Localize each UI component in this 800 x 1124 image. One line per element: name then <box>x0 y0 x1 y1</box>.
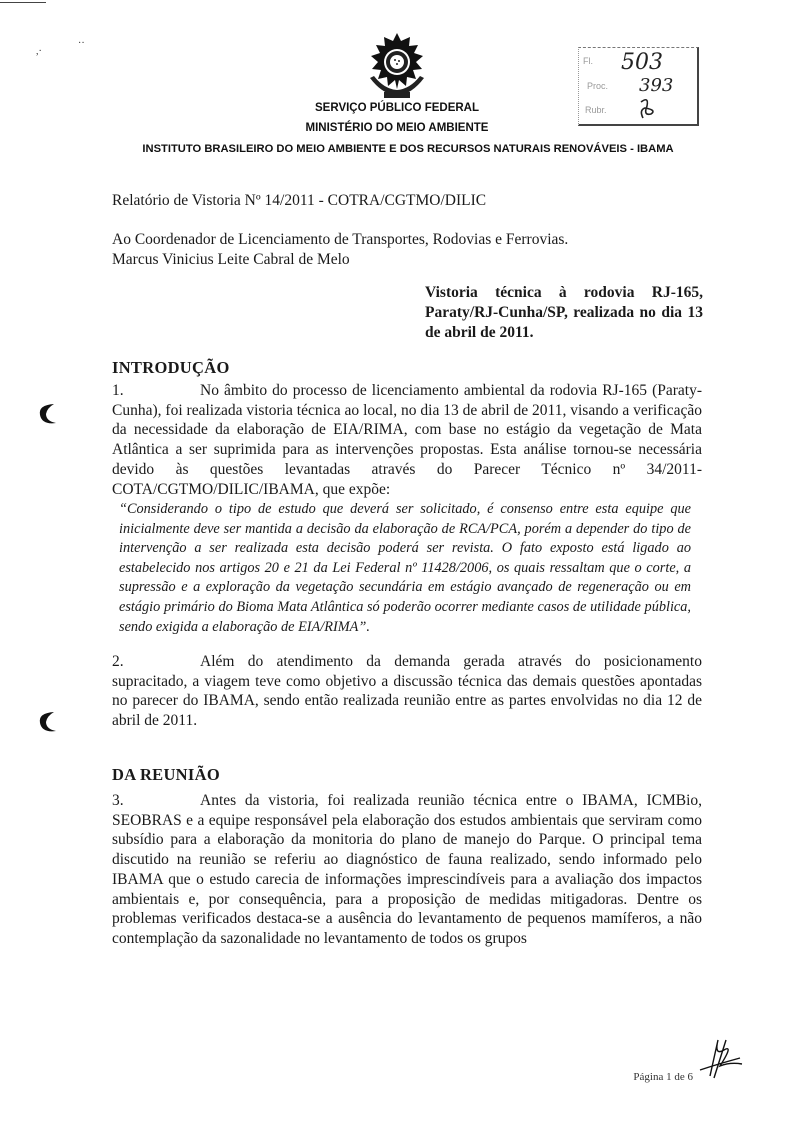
header-ministry: MINISTÉRIO DO MEIO AMBIENTE <box>305 122 489 134</box>
addressee-line1: Ao Coordenador de Licenciamento de Transportes, Rodovias e Ferrovias. <box>112 231 569 248</box>
page-number-footer: Página 1 de 6 <box>633 1071 693 1083</box>
protocol-stamp <box>578 47 699 126</box>
header-service: SERVIÇO PÚBLICO FEDERAL <box>315 102 479 114</box>
scan-edge-line <box>0 2 46 3</box>
punch-hole-mark-icon <box>32 709 60 735</box>
paragraph-3 <box>112 791 702 949</box>
stamp-label-rubr: Rubr. <box>585 105 607 115</box>
stamp-page-number: 503 <box>621 50 663 75</box>
scan-speck: ,· <box>36 46 42 57</box>
paragraph-text: Além do atendimento da demanda gerada através do posicionamento supracitado, a viagem teve como objetivo a discussão técnica das demais questões apontadas no parecer do IBAMA, sendo então realizada reunião entre as partes envolvidas no dia 12 de abril de 2011. <box>112 653 702 730</box>
stamp-process-number: 393 <box>639 75 674 96</box>
addressee-line2: Marcus Vinicius Leite Cabral de Melo <box>112 251 350 268</box>
paragraph-text: Antes da vistoria, foi realizada reunião técnica entre o IBAMA, ICMBio, SEOBRAS e a equipe responsável pela elaboração dos estudos ambientais que serviram como subsídio para a elaboração da monitoria do plano de manejo do Parque. O principal tema discutido na reunião se referiu ao diagnóstico de fauna realizado, sendo informado pelo IBAMA que o estudo carecia de informações imprescindíveis para a avaliação dos impactos ambientais e, por consequência, para a proposição de medidas mitigadoras. Dentre os problemas verificados destaca-se a ausência do levantamento de pequenos mamíferos, a não contemplação da sazonalidade no levantamento de todos os grupos <box>112 792 702 947</box>
section-heading-meeting: DA REUNIÃO <box>112 765 220 784</box>
brazil-coat-of-arms-icon <box>362 32 432 102</box>
stamp-label-folha: Fl. <box>583 56 593 66</box>
paragraph-2 <box>112 652 702 731</box>
header-institute: INSTITUTO BRASILEIRO DO MEIO AMBIENTE E DOS RECURSOS NATURAIS RENOVÁVEIS - IBAMA <box>142 143 674 155</box>
paragraph-number: 1. <box>112 382 124 399</box>
citation-quote: “Considerando o tipo de estudo que deverá ser solicitado, é consenso entre esta equipe que inicialmente deve ser mantida a decisão da elaboração de RCA/PCA, porém a depender do tipo de intervenção a ser realizada esta decisão poderá ser revista. O fato exposto está ligado ao estabelecido nos artigos 20 e 21 da Lei Federal nº 11428/2006, os quais ressaltam que o corte, a supressão e a exploração da vegetação secundária em estágio avançado de regeneração ou em estágio primário do Bioma Mata Atlântica só poderão ocorrer mediante casos de utilidade pública, sendo exigida a elaboração de EIA/RIMA”. <box>119 501 691 635</box>
report-title: Relatório de Vistoria Nº 14/2011 - COTRA/CGTMO/DILIC <box>112 192 487 209</box>
signature-initials <box>690 1036 748 1080</box>
section-heading-introduction: INTRODUÇÃO <box>112 358 230 377</box>
punch-hole-mark-icon <box>32 401 60 427</box>
paragraph-number: 3. <box>112 792 124 809</box>
paragraph-text: No âmbito do processo de licenciamento ambiental da rodovia RJ-165 (Paraty-Cunha), foi realizada vistoria técnica ao local, no dia 13 de abril de 2011, visando a verificação da necessidade da elaboração de EIA/RIMA, com base no estágio da vegetação de Mata Atlântica a ser suprimida para as intervenções propostas. Esta análise tornou-se necessária devido às questões levantadas através do Parecer Técnico nº 34/2011-COTA/CGTMO/DILIC/IBAMA, que expõe: <box>112 382 702 498</box>
stamp-label-proc: Proc. <box>587 81 609 91</box>
report-subject: Vistoria técnica à rodovia RJ-165, Paraty/RJ-Cunha/SP, realizada no dia 13 de abril de 2011. <box>425 284 703 341</box>
paragraph-1 <box>112 381 702 499</box>
scan-speck: ·· <box>78 38 85 49</box>
paragraph-number: 2. <box>112 653 124 670</box>
